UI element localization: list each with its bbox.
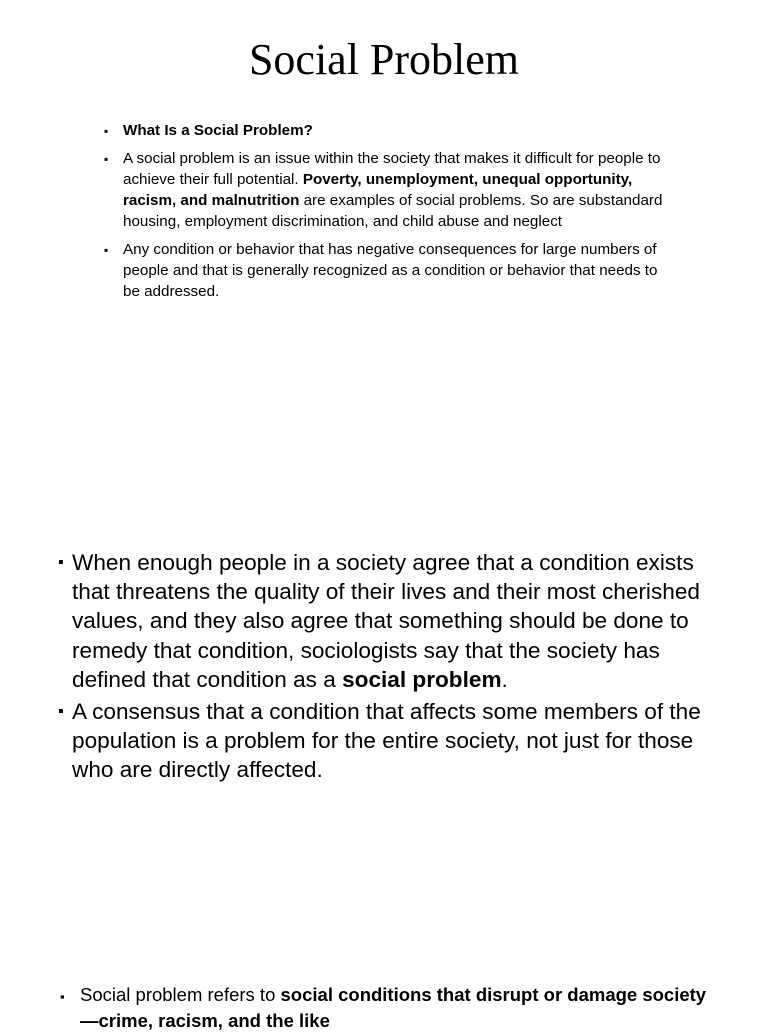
bullet-item [60, 982, 720, 1034]
bullet-marker-icon: ▪ [58, 554, 64, 571]
bullet-marker-icon: ▪ [104, 152, 109, 166]
bullet-marker-icon: ▪ [104, 243, 109, 257]
body-text: . [501, 666, 508, 692]
body-text: When enough people in a society agree that a condition exists that threatens the quality of their lives and their most cherished values, and they also agree that something should be done to remedy that condition, sociologists say that the society has defined that condition as a [72, 550, 700, 692]
body-text: Any condition or behavior that has negative consequences for large numbers of people and that is generally recognized as a condition or behavior that needs to be addressed. [123, 241, 658, 300]
bullet-marker-icon: ▪ [60, 989, 65, 1004]
bullet-item [104, 239, 664, 302]
body-text: A consensus that a condition that affects some members of the population is a problem for the entire society, not just for those who are directly affected. [72, 699, 701, 783]
bold-text: social problem [342, 666, 502, 692]
bullet-marker-icon: ▪ [58, 703, 64, 721]
bullet-item [58, 548, 718, 694]
section2-bullet-list [58, 548, 718, 788]
slide-title: Social Problem [248, 35, 520, 84]
section3-bullet-list [60, 982, 720, 1034]
bold-text: Poverty, unemployment, unequal opportunity, racism, and malnutrition [123, 171, 633, 209]
bullet-item [104, 120, 664, 141]
body-text: A social problem is an issue within the society that makes it difficult for people to achieve their full potential. [123, 150, 661, 188]
body-text: Social problem refers to [80, 984, 281, 1005]
bullet-item [104, 148, 664, 232]
section1-bullet-list [104, 120, 664, 309]
bold-text: social conditions that disrupt or damage society—crime, racism, and the like [80, 984, 707, 1031]
body-text: are examples of social problems. So are substandard housing, employment discrimination, and child abuse and neglect [123, 192, 663, 230]
bold-text: What Is a Social Problem? [123, 122, 313, 139]
bullet-item [58, 697, 718, 785]
bullet-marker-icon: ▪ [104, 124, 109, 138]
